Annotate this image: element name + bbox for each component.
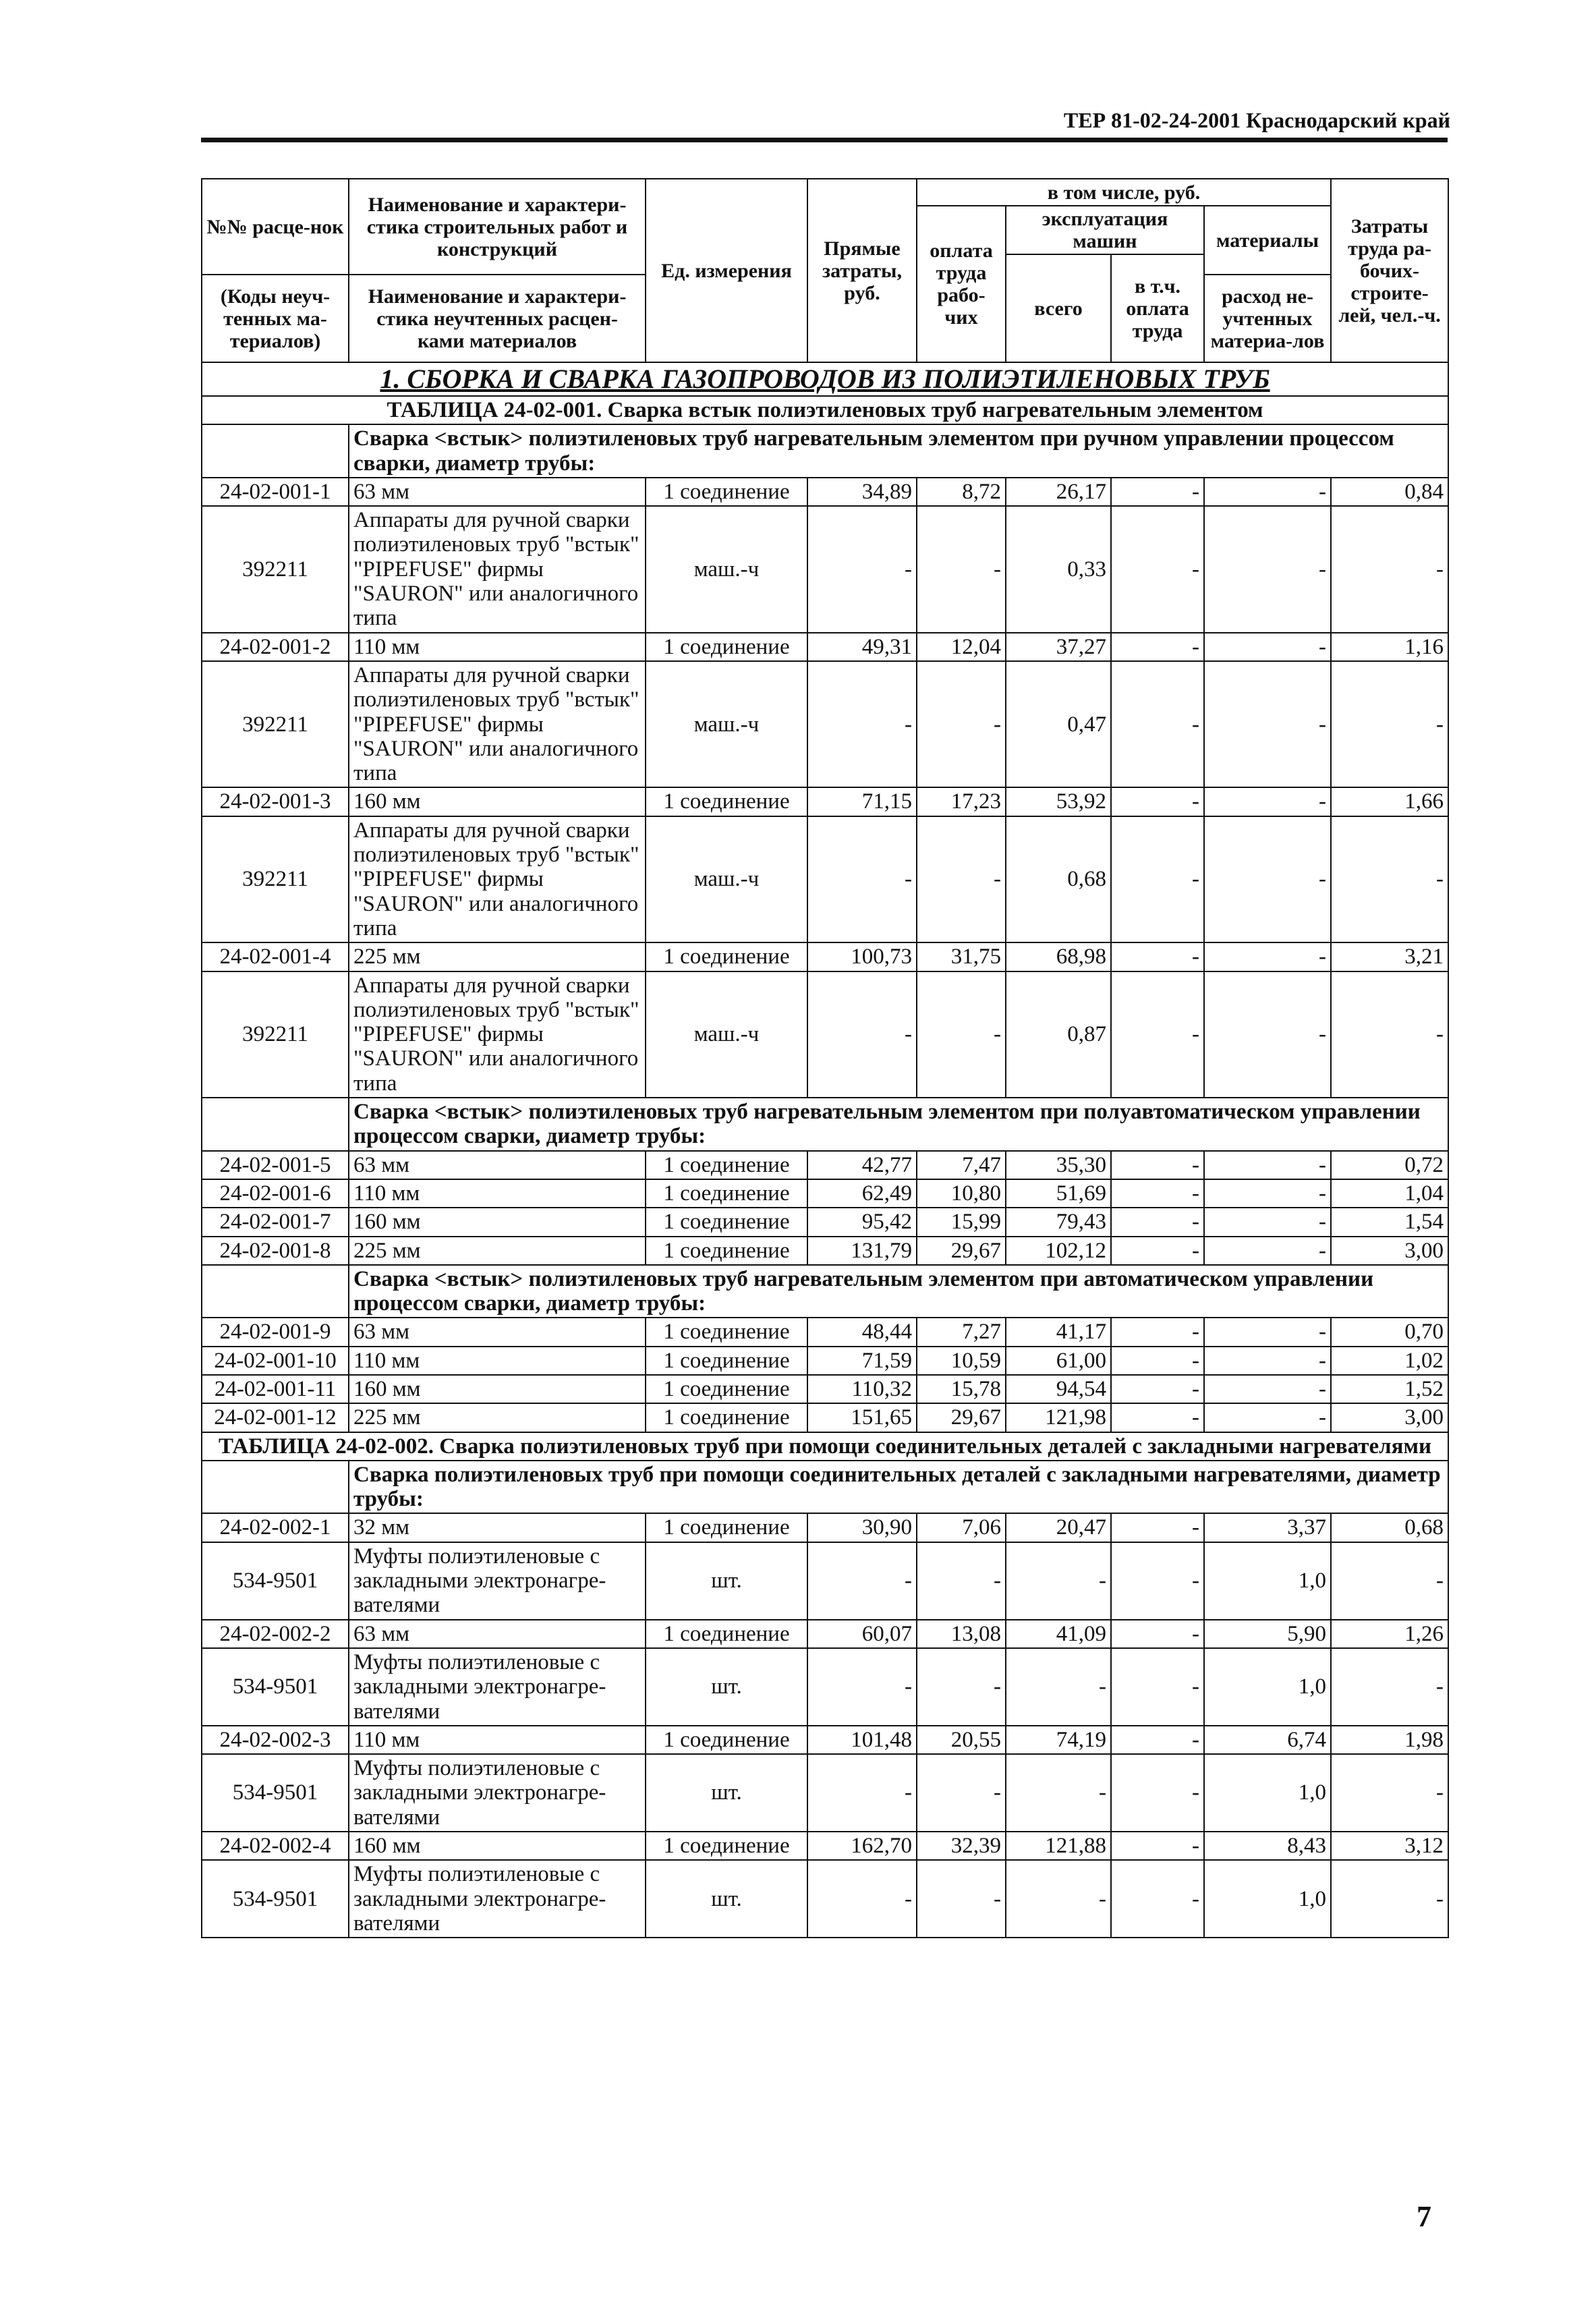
table-row [202,1620,1448,1648]
col-labor-cost: Затраты труда ра-бочих-строите-лей, чел.-ч. [1331,179,1448,362]
row-materials: - [1204,1151,1331,1179]
row-unit: 1 соединение [646,1375,807,1403]
material-name: Аппараты для ручной сварки полиэтиленовых труб "встык" "PIPEFUSE" фирмы "SAURON" или аналогичного типа [349,971,646,1098]
col-name-top: Наименование и характери-стика строительных работ и конструкций [349,179,646,275]
row-materials: 6,74 [1204,1726,1331,1754]
row-labor-pay: 32,39 [917,1832,1006,1860]
row-labor-pay: 7,27 [917,1318,1006,1346]
row-code: 24-02-001-3 [202,787,349,816]
material-unit: маш.-ч [646,971,807,1098]
material-machines-labor: - [1111,971,1204,1098]
material-name: Муфты полиэтиленовые с закладными электронагре-вателями [349,1542,646,1620]
row-machines-labor: - [1111,1208,1204,1236]
row-labor-pay: 12,04 [917,633,1006,661]
material-code: 534-9501 [202,1860,349,1938]
row-labor-pay: 10,59 [917,1347,1006,1375]
row-labor-cost: 1,52 [1331,1375,1448,1403]
row-machines-labor: - [1111,478,1204,506]
material-machines-total: - [1006,1754,1111,1832]
material-labor-cost: - [1331,1754,1448,1832]
row-name: 63 мм [349,1318,646,1346]
material-materials: 1,0 [1204,1754,1331,1832]
material-machines-total: 0,33 [1006,506,1111,632]
row-direct-cost: 110,32 [807,1375,917,1403]
material-machines-labor: - [1111,1648,1204,1726]
row-machines-total: 102,12 [1006,1237,1111,1265]
group-heading: Сварка <встык> полиэтиленовых труб нагревательным элементом при полуавтоматическом управлении процессом сварки, диаметр трубы: [349,1098,1448,1151]
row-labor-cost: 3,00 [1331,1237,1448,1265]
row-direct-cost: 151,65 [807,1403,917,1432]
row-code: 24-02-002-2 [202,1620,349,1648]
material-materials: 1,0 [1204,1542,1331,1620]
row-machines-total: 79,43 [1006,1208,1111,1236]
row-labor-pay: 13,08 [917,1620,1006,1648]
row-machines-total: 94,54 [1006,1375,1111,1403]
row-direct-cost: 49,31 [807,633,917,661]
material-materials: 1,0 [1204,1860,1331,1938]
row-machines-total: 61,00 [1006,1347,1111,1375]
row-direct-cost: 101,48 [807,1726,917,1754]
table-row [202,1347,1448,1375]
row-materials: - [1204,787,1331,816]
row-unit: 1 соединение [646,1403,807,1432]
material-direct-cost: - [807,661,917,787]
row-name: 110 мм [349,633,646,661]
material-machines-total: - [1006,1860,1111,1938]
row-machines-labor: - [1111,787,1204,816]
material-materials: 1,0 [1204,1648,1331,1726]
group-heading: Сварка <встык> полиэтиленовых труб нагревательным элементом при автоматическом управлении процессом сварки, диаметр трубы: [349,1265,1448,1318]
row-name: 160 мм [349,1208,646,1236]
row-materials: - [1204,1347,1331,1375]
row-name: 110 мм [349,1726,646,1754]
row-direct-cost: 42,77 [807,1151,917,1179]
table-row [202,1179,1448,1208]
row-direct-cost: 48,44 [807,1318,917,1346]
row-name: 225 мм [349,942,646,971]
material-machines-labor: - [1111,1860,1204,1938]
material-machines-labor: - [1111,1542,1204,1620]
material-machines-labor: - [1111,661,1204,787]
material-materials: - [1204,661,1331,787]
row-direct-cost: 95,42 [807,1208,917,1236]
row-code: 24-02-001-6 [202,1179,349,1208]
row-materials: - [1204,942,1331,971]
row-labor-cost: 1,02 [1331,1347,1448,1375]
row-labor-pay: 7,47 [917,1151,1006,1179]
t1-group3-rows [202,1318,1448,1432]
material-labor-cost: - [1331,506,1448,632]
material-labor-pay: - [917,1542,1006,1620]
row-unit: 1 соединение [646,478,807,506]
col-code-top: №№ расце-нок [202,179,349,275]
material-labor-pay: - [917,506,1006,632]
row-unit: 1 соединение [646,1318,807,1346]
row-machines-total: 37,27 [1006,633,1111,661]
row-machines-labor: - [1111,1513,1204,1542]
group-heading: Сварка полиэтиленовых труб при помощи соединительных деталей с закладными нагревателями, диаметр трубы: [349,1461,1448,1514]
material-code: 392211 [202,661,349,787]
row-direct-cost: 71,59 [807,1347,917,1375]
row-machines-labor: - [1111,1375,1204,1403]
row-machines-labor: - [1111,1237,1204,1265]
col-machines-total: всего [1006,254,1111,362]
row-labor-cost: 1,16 [1331,633,1448,661]
row-labor-cost: 0,84 [1331,478,1448,506]
row-code: 24-02-002-1 [202,1513,349,1542]
row-unit: 1 соединение [646,1726,807,1754]
row-machines-total: 20,47 [1006,1513,1111,1542]
material-materials: - [1204,816,1331,942]
group-code-empty [202,424,349,478]
row-materials: - [1204,1179,1331,1208]
row-machines-labor: - [1111,1726,1204,1754]
material-labor-cost: - [1331,1542,1448,1620]
material-direct-cost: - [807,971,917,1098]
row-unit: 1 соединение [646,1151,807,1179]
row-materials: - [1204,1318,1331,1346]
col-name-bottom: Наименование и характери-стика неучтенных расцен-ками материалов [349,275,646,362]
row-name: 63 мм [349,1151,646,1179]
col-machines-labor: в т.ч. оплата труда [1111,254,1204,362]
row-machines-labor: - [1111,1347,1204,1375]
t1-group1-rows [202,478,1448,1098]
row-labor-pay: 15,78 [917,1375,1006,1403]
row-materials: 5,90 [1204,1620,1331,1648]
row-unit: 1 соединение [646,633,807,661]
row-machines-total: 51,69 [1006,1179,1111,1208]
col-materials: материалы [1204,206,1331,275]
material-direct-cost: - [807,1542,917,1620]
group-code-empty [202,1265,349,1318]
row-materials: - [1204,1208,1331,1236]
group-code-empty [202,1098,349,1151]
row-unit: 1 соединение [646,1513,807,1542]
table-row [202,1403,1448,1432]
row-labor-pay: 29,67 [917,1237,1006,1265]
col-unit: Ед. измерения [646,179,807,362]
material-labor-cost: - [1331,971,1448,1098]
row-direct-cost: 162,70 [807,1832,917,1860]
row-machines-total: 74,19 [1006,1726,1111,1754]
material-code: 534-9501 [202,1542,349,1620]
row-unit: 1 соединение [646,1347,807,1375]
row-labor-cost: 1,54 [1331,1208,1448,1236]
material-machines-total: 0,87 [1006,971,1111,1098]
row-machines-total: 53,92 [1006,787,1111,816]
row-direct-cost: 30,90 [807,1513,917,1542]
row-code: 24-02-001-4 [202,942,349,971]
header-rule [201,138,1448,142]
col-machines: эксплуатация машин [1006,206,1204,254]
row-code: 24-02-001-9 [202,1318,349,1346]
row-labor-cost: 3,21 [1331,942,1448,971]
material-direct-cost: - [807,1754,917,1832]
material-name: Муфты полиэтиленовые с закладными электронагре-вателями [349,1754,646,1832]
row-machines-total: 26,17 [1006,478,1111,506]
material-unit: маш.-ч [646,816,807,942]
row-machines-labor: - [1111,942,1204,971]
price-table [201,178,1449,1938]
material-unit: шт. [646,1542,807,1620]
table-row [202,1832,1448,1860]
row-labor-cost: 3,00 [1331,1403,1448,1432]
material-row [202,1648,1448,1726]
row-machines-labor: - [1111,1151,1204,1179]
col-materials-sub: расход не-учтенных материа-лов [1204,275,1331,362]
material-name: Муфты полиэтиленовые с закладными электронагре-вателями [349,1860,646,1938]
row-labor-cost: 0,72 [1331,1151,1448,1179]
col-incl: в том числе, руб. [917,179,1331,206]
row-machines-labor: - [1111,1318,1204,1346]
material-code: 392211 [202,506,349,632]
row-machines-labor: - [1111,1179,1204,1208]
row-labor-pay: 31,75 [917,942,1006,971]
col-direct: Прямые затраты, руб. [807,179,917,362]
row-machines-total: 41,09 [1006,1620,1111,1648]
row-name: 160 мм [349,787,646,816]
material-unit: шт. [646,1754,807,1832]
row-unit: 1 соединение [646,1832,807,1860]
material-materials: - [1204,506,1331,632]
row-unit: 1 соединение [646,1208,807,1236]
table-row [202,787,1448,816]
material-labor-pay: - [917,971,1006,1098]
group-code-empty [202,1461,349,1514]
row-direct-cost: 131,79 [807,1237,917,1265]
row-machines-labor: - [1111,1832,1204,1860]
row-labor-pay: 20,55 [917,1726,1006,1754]
row-code: 24-02-002-3 [202,1726,349,1754]
row-code: 24-02-001-1 [202,478,349,506]
row-code: 24-02-001-11 [202,1375,349,1403]
material-machines-labor: - [1111,816,1204,942]
row-machines-total: 68,98 [1006,942,1111,971]
material-code: 534-9501 [202,1754,349,1832]
row-materials: - [1204,633,1331,661]
material-row [202,506,1448,632]
row-direct-cost: 60,07 [807,1620,917,1648]
table-row [202,1375,1448,1403]
row-materials: - [1204,478,1331,506]
material-code: 392211 [202,816,349,942]
material-row [202,1542,1448,1620]
table-row [202,478,1448,506]
row-name: 63 мм [349,478,646,506]
row-materials: 3,37 [1204,1513,1331,1542]
material-labor-pay: - [917,1648,1006,1726]
row-code: 24-02-001-12 [202,1403,349,1432]
row-code: 24-02-001-8 [202,1237,349,1265]
row-name: 160 мм [349,1832,646,1860]
material-name: Аппараты для ручной сварки полиэтиленовых труб "встык" "PIPEFUSE" фирмы "SAURON" или аналогичного типа [349,816,646,942]
row-machines-total: 35,30 [1006,1151,1111,1179]
row-name: 225 мм [349,1403,646,1432]
row-machines-total: 121,88 [1006,1832,1111,1860]
material-machines-total: - [1006,1542,1111,1620]
t2-rows [202,1513,1448,1938]
table-row [202,1318,1448,1346]
row-unit: 1 соединение [646,1620,807,1648]
row-materials: - [1204,1237,1331,1265]
row-labor-pay: 15,99 [917,1208,1006,1236]
material-labor-pay: - [917,661,1006,787]
row-labor-pay: 8,72 [917,478,1006,506]
row-name: 63 мм [349,1620,646,1648]
material-machines-total: 0,47 [1006,661,1111,787]
table1-title: ТАБЛИЦА 24-02-001. Сварка встык полиэтиленовых труб нагревательным элементом [202,396,1448,424]
material-unit: шт. [646,1648,807,1726]
table-row [202,1726,1448,1754]
material-row [202,1860,1448,1938]
row-code: 24-02-001-2 [202,633,349,661]
row-code: 24-02-001-10 [202,1347,349,1375]
material-labor-cost: - [1331,1648,1448,1726]
row-direct-cost: 100,73 [807,942,917,971]
material-row [202,1754,1448,1832]
row-labor-cost: 1,04 [1331,1179,1448,1208]
col-labor-pay: оплата труда рабо-чих [917,206,1006,362]
group-heading: Сварка <встык> полиэтиленовых труб нагревательным элементом при ручном управлении процессом сварки, диаметр трубы: [349,424,1448,478]
material-unit: маш.-ч [646,661,807,787]
row-name: 225 мм [349,1237,646,1265]
table-row [202,1237,1448,1265]
row-labor-pay: 29,67 [917,1403,1006,1432]
row-labor-cost: 3,12 [1331,1832,1448,1860]
row-name: 110 мм [349,1347,646,1375]
material-machines-labor: - [1111,1754,1204,1832]
row-unit: 1 соединение [646,942,807,971]
material-materials: - [1204,971,1331,1098]
document-header: ТЕР 81-02-24-2001 Краснодарский край [1063,108,1450,132]
row-direct-cost: 34,89 [807,478,917,506]
row-unit: 1 соединение [646,1179,807,1208]
row-name: 110 мм [349,1179,646,1208]
table2-title: ТАБЛИЦА 24-02-002. Сварка полиэтиленовых труб при помощи соединительных деталей с закладными нагревателями [202,1432,1448,1461]
material-direct-cost: - [807,1860,917,1938]
material-labor-cost: - [1331,1860,1448,1938]
row-labor-cost: 1,66 [1331,787,1448,816]
row-machines-total: 41,17 [1006,1318,1111,1346]
row-machines-labor: - [1111,1403,1204,1432]
material-labor-cost: - [1331,816,1448,942]
table-row [202,633,1448,661]
row-code: 24-02-002-4 [202,1832,349,1860]
material-unit: маш.-ч [646,506,807,632]
material-machines-total: 0,68 [1006,816,1111,942]
row-labor-cost: 1,26 [1331,1620,1448,1648]
table-body [202,362,1448,478]
table-row [202,942,1448,971]
row-materials: - [1204,1375,1331,1403]
row-materials: 8,43 [1204,1832,1331,1860]
material-direct-cost: - [807,816,917,942]
material-unit: шт. [646,1860,807,1938]
material-name: Аппараты для ручной сварки полиэтиленовых труб "встык" "PIPEFUSE" фирмы "SAURON" или аналогичного типа [349,661,646,787]
row-direct-cost: 62,49 [807,1179,917,1208]
row-machines-labor: - [1111,633,1204,661]
material-direct-cost: - [807,1648,917,1726]
row-labor-cost: 1,98 [1331,1726,1448,1754]
material-row [202,971,1448,1098]
row-machines-total: 121,98 [1006,1403,1111,1432]
row-materials: - [1204,1403,1331,1432]
material-labor-pay: - [917,1860,1006,1938]
section-title: 1. СБОРКА И СВАРКА ГАЗОПРОВОДОВ ИЗ ПОЛИЭТИЛЕНОВЫХ ТРУБ [202,362,1448,396]
row-code: 24-02-001-5 [202,1151,349,1179]
material-code: 392211 [202,971,349,1098]
material-row [202,661,1448,787]
row-name: 160 мм [349,1375,646,1403]
material-labor-pay: - [917,816,1006,942]
page-number: 7 [1417,2200,1431,2233]
table-row [202,1151,1448,1179]
material-row [202,816,1448,942]
material-name: Аппараты для ручной сварки полиэтиленовых труб "встык" "PIPEFUSE" фирмы "SAURON" или аналогичного типа [349,506,646,632]
row-direct-cost: 71,15 [807,787,917,816]
material-machines-labor: - [1111,506,1204,632]
row-code: 24-02-001-7 [202,1208,349,1236]
table-row [202,1208,1448,1236]
row-name: 32 мм [349,1513,646,1542]
table-row [202,1513,1448,1542]
material-name: Муфты полиэтиленовые с закладными электронагре-вателями [349,1648,646,1726]
t1-group2-rows [202,1151,1448,1265]
row-labor-pay: 7,06 [917,1513,1006,1542]
material-labor-pay: - [917,1754,1006,1832]
material-machines-total: - [1006,1648,1111,1726]
material-direct-cost: - [807,506,917,632]
table-header [202,179,1448,362]
row-machines-labor: - [1111,1620,1204,1648]
row-labor-cost: 0,68 [1331,1513,1448,1542]
row-labor-cost: 0,70 [1331,1318,1448,1346]
row-labor-pay: 17,23 [917,787,1006,816]
material-labor-cost: - [1331,661,1448,787]
row-labor-pay: 10,80 [917,1179,1006,1208]
col-code-bottom: (Коды неуч-тенных ма-териалов) [202,275,349,362]
row-unit: 1 соединение [646,1237,807,1265]
row-unit: 1 соединение [646,787,807,816]
material-code: 534-9501 [202,1648,349,1726]
